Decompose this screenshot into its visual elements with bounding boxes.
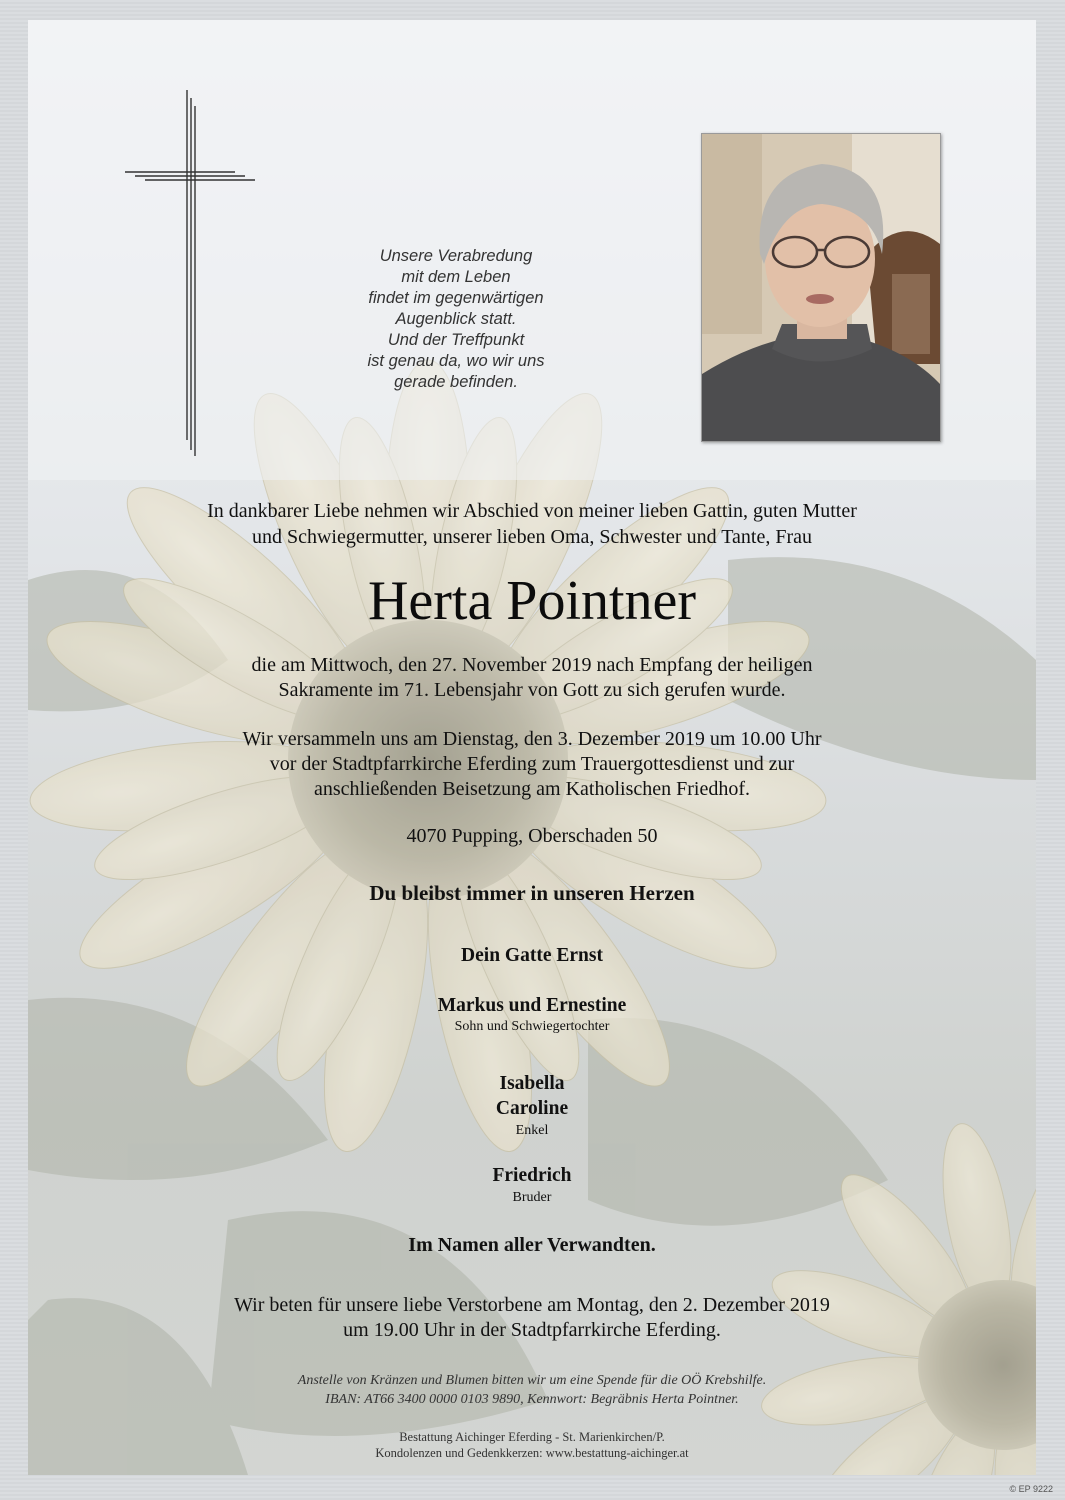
address: 4070 Pupping, Oberschaden 50 [406,825,658,847]
intro-text: In dankbarer Liebe nehmen wir Abschied von meiner lieben Gattin, guten Mutter und Schwiegermutter, unserer lieben Oma, Schwester und Tante, Frau [207,500,857,548]
template-code: © EP 9222 [1009,1484,1053,1494]
mourner-children-role: Sohn und Schwiegertochter [454,1019,610,1034]
death-notice: die am Mittwoch, den 27. November 2019 nach Empfang der heiligen Sakramente im 71. Lebensjahr von Gott zu sich gerufen wurde. [251,654,813,701]
funeral-notice: Wir versammeln uns am Dienstag, den 3. Dezember 2019 um 10.00 Uhr vor der Stadtpfarrkirche Eferding zum Trauergottesdienst und zur anschließenden Beisetzung am Katholischen Friedhof. [242,728,822,800]
mourner-sibling-role: Bruder [512,1190,552,1205]
mourner-grandchild: Isabella [499,1073,565,1094]
closing-line: Im Namen aller Verwandten. [408,1234,656,1256]
funeral-home-info: Bestattung Aichinger Eferding - St. Marienkirchen/P. Kondolenzen und Gedenkkerzen: www.bestattung-aichinger.at [375,1430,689,1460]
prayer-notice: Wir beten für unsere liebe Verstorbene am Montag, den 2. Dezember 2019 um 19.00 Uhr in der Stadtpfarrkirche Eferding. [234,1294,830,1341]
mourner-sibling: Friedrich [492,1165,572,1186]
memorial-quote: Unsere Verabredung mit dem Leben findet im gegenwärtigen Augenblick statt. Und der Treffpunkt ist genau da, wo wir uns gerade befinden. [367,247,545,391]
obituary-card [28,20,1036,1475]
mourner-grandchild: Caroline [495,1098,569,1119]
mourner-spouse: Dein Gatte Ernst [461,945,603,966]
mourner-children: Markus und Ernestine [437,995,627,1016]
portrait-photo [701,133,941,442]
motto: Du bleibst immer in unseren Herzen [369,881,695,905]
mourner-grandchildren-role: Enkel [515,1123,549,1138]
donation-notice: Anstelle von Kränzen und Blumen bitten wir um eine Spende für die OÖ Krebshilfe. IBAN: AT66 3400 0000 0103 9890, Kennwort: Begräbnis Herta Pointner. [297,1373,767,1407]
cross-icon [125,90,255,456]
deceased-name: Herta Pointner [367,570,697,632]
